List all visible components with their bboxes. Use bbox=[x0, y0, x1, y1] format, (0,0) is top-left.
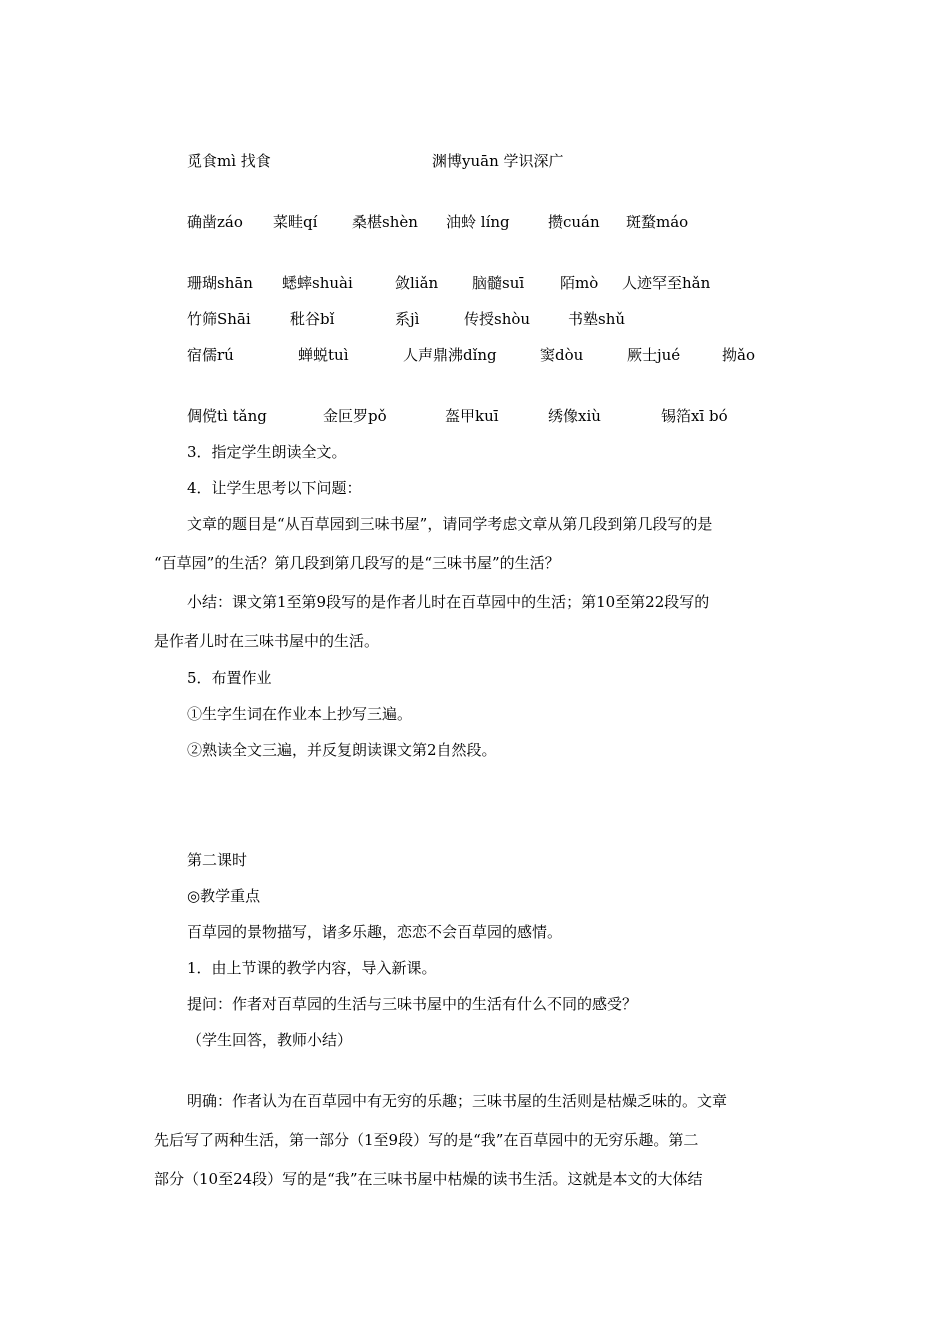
vocab-item: 油蛉 líng bbox=[446, 213, 510, 231]
vocab-item: 窦dòu bbox=[540, 346, 584, 364]
homework-item: ②熟读全文三遍，并反复朗读课文第2自然段。 bbox=[187, 741, 497, 759]
vocab-item: 蝉蜕tuì bbox=[298, 346, 349, 364]
paragraph-line: 文章的题目是“从百草园到三味书屋”，请同学考虑文章从第几段到第几段写的是 bbox=[187, 515, 713, 533]
vocab-item: 书塾shǔ bbox=[568, 310, 626, 328]
vocab-item: 拗ǎo bbox=[722, 346, 755, 364]
vocab-item: 脑髓suī bbox=[472, 274, 525, 292]
paragraph-line: 明确：作者认为在百草园中有无穷的乐趣；三味书屋的生活则是枯燥乏味的。文章 bbox=[187, 1092, 728, 1110]
vocab-item: 盔甲kuī bbox=[445, 407, 499, 425]
vocab-item: 渊博yuān 学识深广 bbox=[432, 152, 564, 170]
step-3: 3．指定学生朗读全文。 bbox=[187, 443, 347, 461]
step-1: 1．由上节课的教学内容，导入新课。 bbox=[187, 959, 437, 977]
vocab-item: 攒cuán bbox=[548, 213, 600, 231]
paragraph-line: 部分（10至24段）写的是“我”在三味书屋中枯燥的读书生活。这就是本文的大体结 bbox=[154, 1170, 703, 1188]
homework-item: ①生字生词在作业本上抄写三遍。 bbox=[187, 705, 413, 723]
vocab-item: 系jì bbox=[395, 310, 420, 328]
vocab-item: 菜畦qí bbox=[273, 213, 318, 231]
step-5: 5．布置作业 bbox=[187, 669, 272, 687]
focus-text: 百草园的景物描写，诸多乐趣，恋恋不会百草园的感情。 bbox=[187, 923, 563, 941]
vocab-item: 珊瑚shān bbox=[187, 274, 253, 292]
vocab-item: 蟋蟀shuài bbox=[282, 274, 353, 292]
summary-line: 是作者儿时在三味书屋中的生活。 bbox=[154, 632, 380, 650]
vocab-item: 确凿záo bbox=[187, 213, 243, 231]
vocab-item: 斑蝥máo bbox=[626, 213, 689, 231]
vocab-item: 人迹罕至hǎn bbox=[622, 274, 711, 292]
vocab-item: 金叵罗pǒ bbox=[323, 407, 387, 425]
vocab-item: 锡箔xī bó bbox=[661, 407, 728, 425]
paragraph-line: “百草园”的生活？第几段到第几段写的是“三味书屋”的生活？ bbox=[154, 554, 560, 572]
paragraph-line: 先后写了两种生活，第一部分（1至9段）写的是“我”在百草园中的无穷乐趣。第二 bbox=[154, 1131, 699, 1149]
vocab-item: 敛liǎn bbox=[395, 274, 439, 292]
question: 提问：作者对百草园的生活与三味书屋中的生活有什么不同的感受？ bbox=[187, 995, 638, 1013]
vocab-item: 宿儒rú bbox=[187, 346, 234, 364]
summary-line: 小结：课文第1至第9段写的是作者儿时在百草园中的生活；第10至第22段写的 bbox=[187, 593, 710, 611]
vocab-item: 厥士jué bbox=[627, 346, 681, 364]
vocab-item: 桑椹shèn bbox=[352, 213, 418, 231]
vocab-item: 竹筛Shāi bbox=[187, 310, 251, 328]
section-title: 第二课时 bbox=[187, 851, 248, 869]
note: （学生回答，教师小结） bbox=[187, 1031, 353, 1049]
vocab-item: 绣像xiù bbox=[548, 407, 601, 425]
focus-heading: ◎教学重点 bbox=[187, 887, 261, 905]
vocab-item: 传授shòu bbox=[464, 310, 531, 328]
vocab-item: 倜傥tì tǎng bbox=[187, 407, 267, 425]
vocab-item: 秕谷bǐ bbox=[290, 310, 335, 328]
step-4: 4．让学生思考以下问题： bbox=[187, 479, 362, 497]
vocab-item: 觅食mì 找食 bbox=[187, 152, 271, 170]
vocab-item: 陌mò bbox=[560, 274, 599, 292]
vocab-item: 人声鼎沸dǐng bbox=[403, 346, 497, 364]
